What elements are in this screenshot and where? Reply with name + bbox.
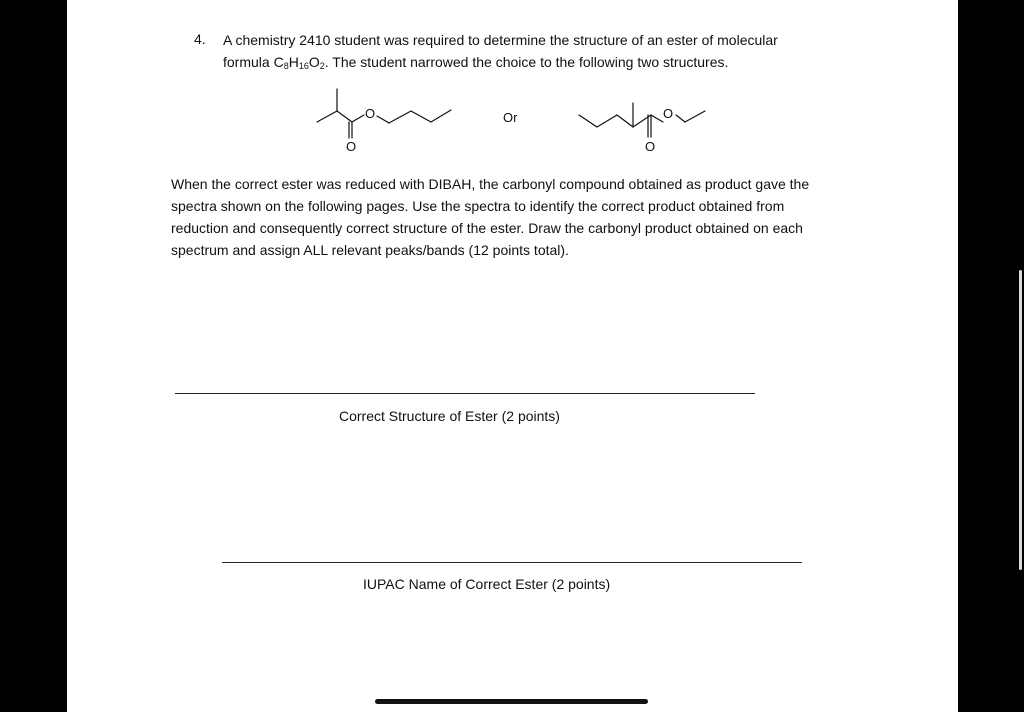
home-indicator[interactable]: [375, 699, 648, 704]
ester-oxygen-label: O: [663, 106, 674, 121]
bond: [431, 110, 451, 122]
bond: [579, 115, 597, 127]
bond: [352, 115, 364, 122]
bond: [317, 111, 337, 122]
bond: [411, 111, 431, 122]
question-number: 4.: [194, 31, 206, 47]
carbonyl-oxygen-label: O: [645, 139, 656, 154]
ester-structure-left: [315, 85, 455, 157]
instructions-line-4: spectrum and assign ALL relevant peaks/bands (12 points total).: [171, 242, 569, 258]
bond: [337, 111, 352, 122]
iupac-answer-line[interactable]: [222, 562, 802, 563]
bond: [685, 111, 705, 122]
bond: [617, 115, 633, 127]
bond: [651, 115, 663, 122]
structure-answer-label: Correct Structure of Ester (2 points): [339, 408, 560, 424]
document-page: [67, 0, 958, 712]
structure-answer-line[interactable]: [175, 393, 755, 394]
bond: [389, 111, 411, 123]
ester-structure-right: [577, 85, 717, 157]
scroll-indicator[interactable]: [1019, 270, 1022, 570]
iupac-answer-label: IUPAC Name of Correct Ester (2 points): [363, 576, 611, 592]
ester-oxygen-label: O: [365, 106, 376, 121]
question-text-line-1: A chemistry 2410 student was required to determine the structure of an ester of molecular: [223, 32, 778, 48]
instructions-line-2: spectra shown on the following pages. Use the spectra to identify the correct product obtained from: [171, 198, 785, 214]
bond: [597, 115, 617, 127]
bond: [377, 116, 389, 123]
instructions-line-3: reduction and consequently correct structure of the ester. Draw the carbonyl product obtained on each: [171, 220, 803, 236]
carbonyl-oxygen-label: O: [346, 139, 357, 154]
instructions-line-1: When the correct ester was reduced with DIBAH, the carbonyl compound obtained as product gave the: [171, 176, 810, 192]
question-text-line-2: formula $C_8H_{16}O_2$. The student narrowed the choice to the following two structures.: [223, 54, 729, 71]
bond: [676, 115, 685, 122]
or-separator: Or: [503, 110, 518, 125]
